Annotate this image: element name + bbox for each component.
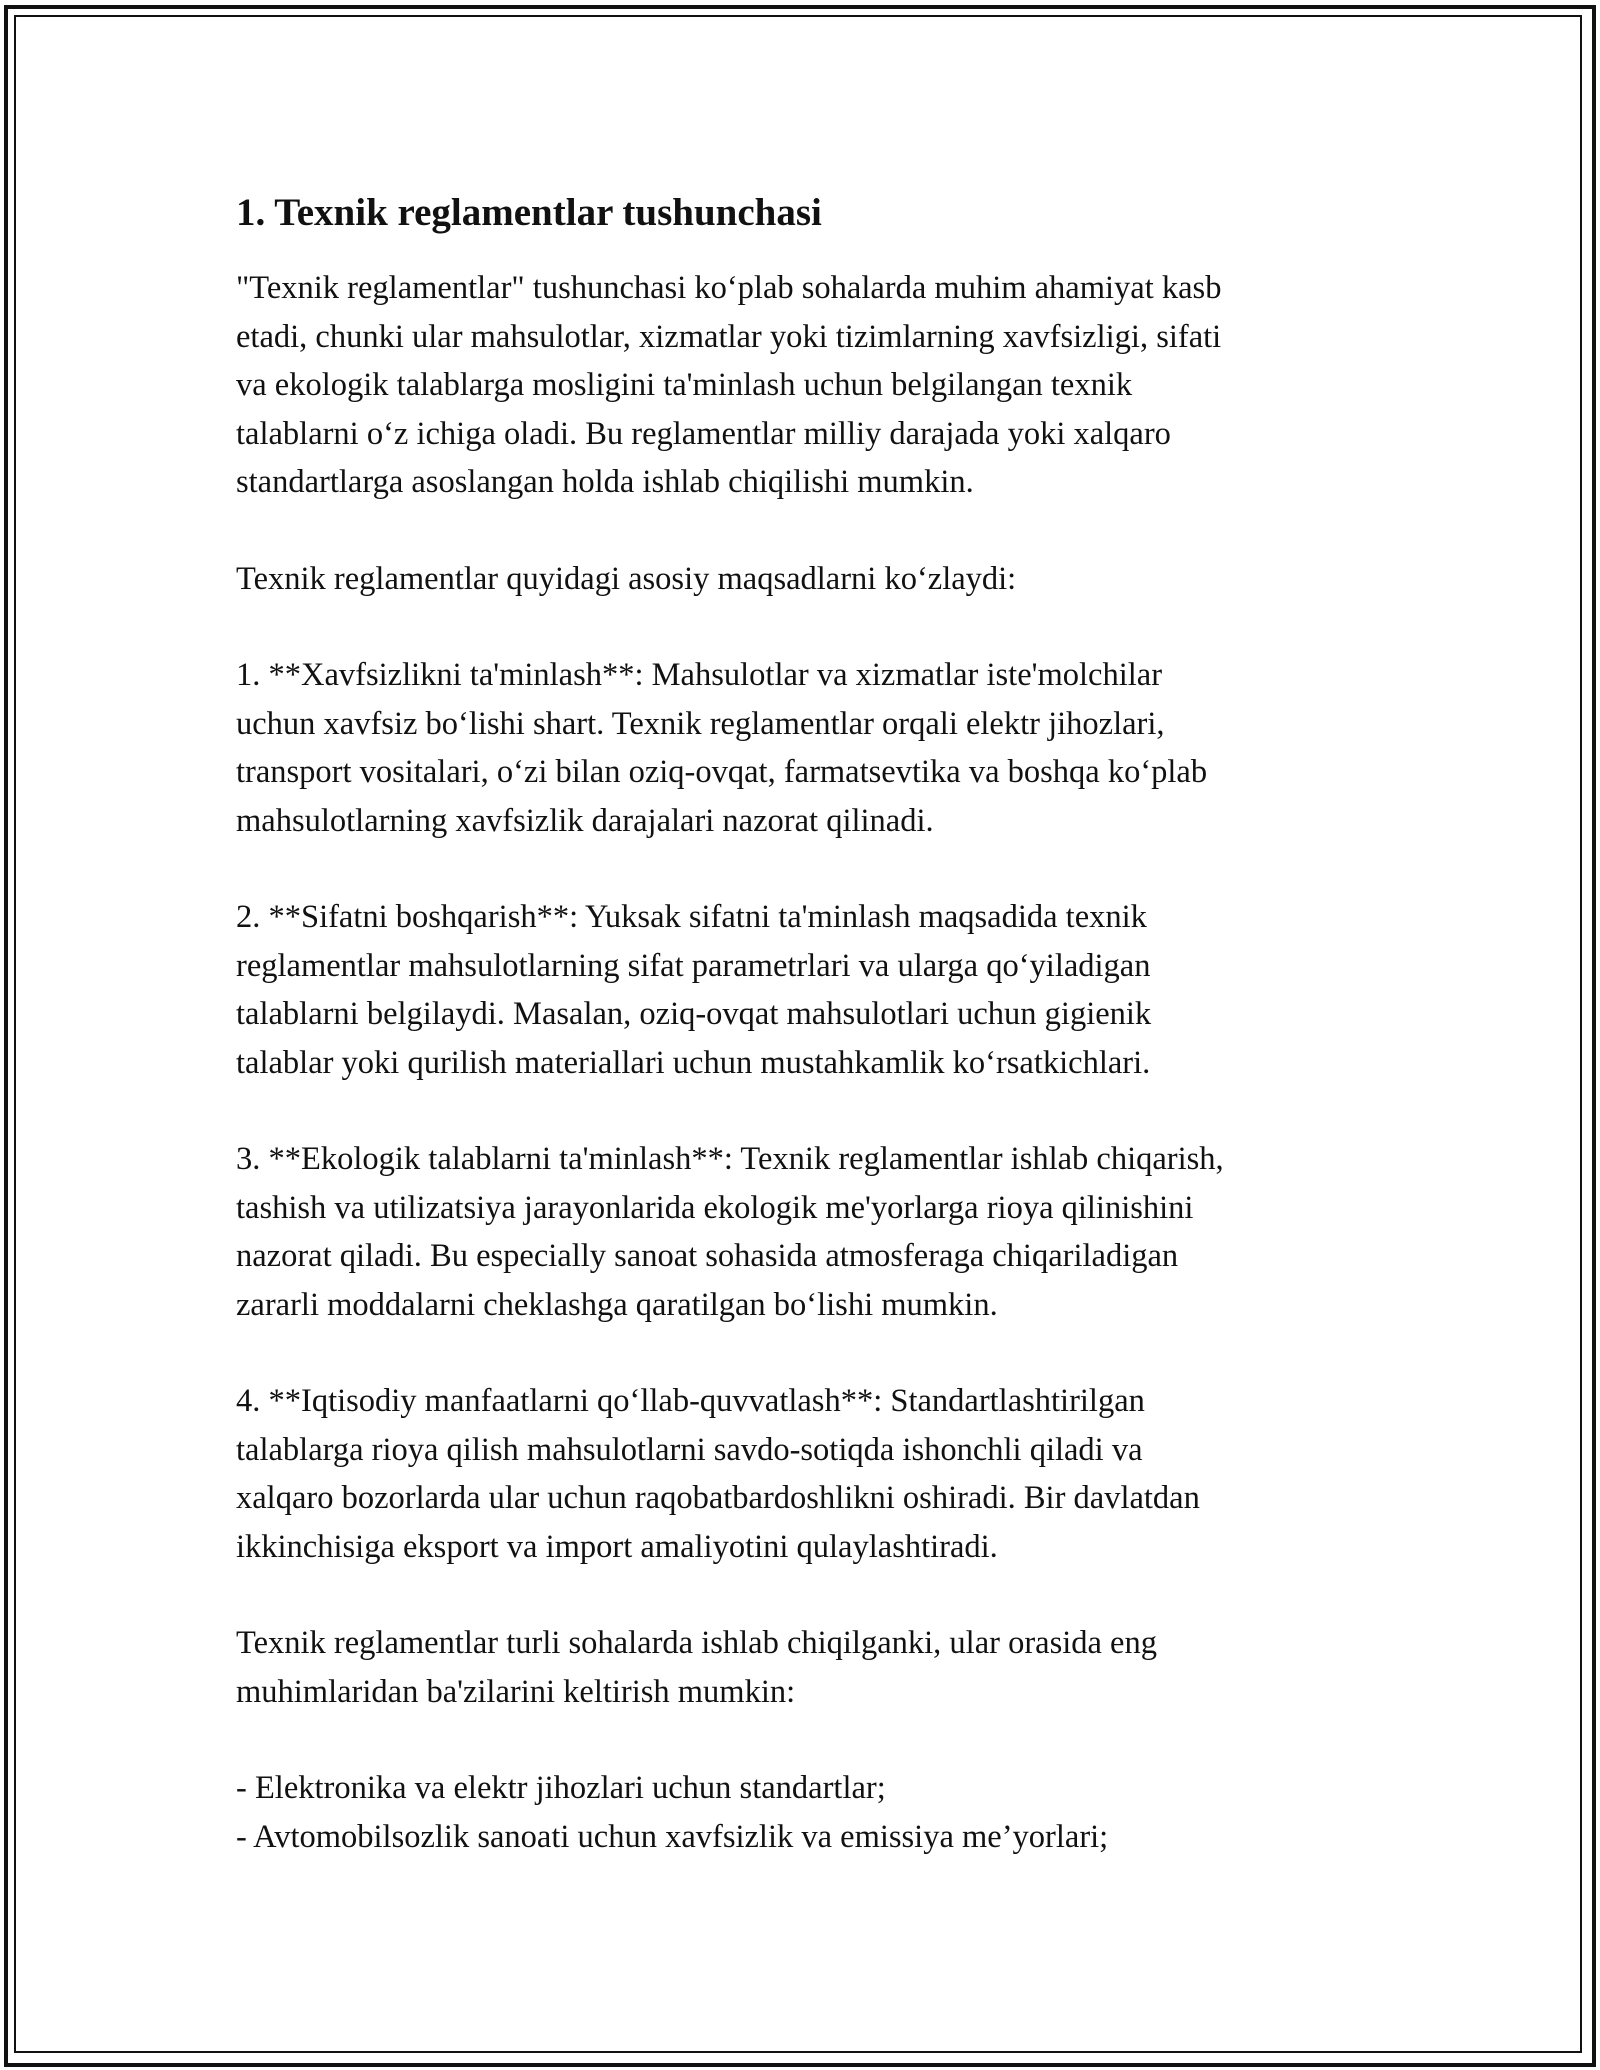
intro-paragraph: "Texnik reglamentlar" tushunchasi koʻplab sohalarda muhim ahamiyat kasb etadi, chunki ular mahsulotlar, xizmatlar yoki tizimlarning xavfsizligi, sifati va ekologik talablarga mosligini ta'minlash uchun belgilangan texnik talablarni oʻz ichiga oladi. Bu reglamentlar milliy darajada yoki xalqaro standartlarga asoslangan holda ishlab chiqilishi mumkin.	[236, 270, 1222, 500]
document-body	[236, 184, 1376, 1861]
goal-1-paragraph: 1. **Xavfsizlikni ta'minlash**: Mahsulotlar va xizmatlar iste'molchilar uchun xavfsiz boʻlishi shart. Texnik reglamentlar orqali elektr jihozlari, transport vositalari, oʻzi bilan oziq-ovqat, farmatsevtika va boshqa koʻplab mahsulotlarning xavfsizlik darajalari nazorat qilinadi.	[236, 657, 1208, 839]
goal-2-paragraph: 2. **Sifatni boshqarish**: Yuksak sifatni ta'minlash maqsadida texnik reglamentlar mahsulotlarning sifat parametrlari va ularga qoʻyiladigan talablarni belgilaydi. Masalan, oziq-ovqat mahsulotlari uchun gigienik talablar yoki qurilish materiallari uchun mustahkamlik koʻrsatkichlari.	[236, 899, 1152, 1081]
goal-4-paragraph: 4. **Iqtisodiy manfaatlarni qoʻllab-quvvatlash**: Standartlashtirilgan talablarga rioya qilish mahsulotlarni savdo-sotiqda ishonchli qiladi va xalqaro bozorlarda ular uchun raqobatbardoshlikni oshiradi. Bir davlatdan ikkinchisiga eksport va import amaliyotini qulaylashtiradi.	[236, 1383, 1200, 1565]
section-heading: 1. Texnik reglamentlar tushunchasi	[236, 191, 822, 234]
fields-intro-paragraph: Texnik reglamentlar turli sohalarda ishlab chiqilganki, ular orasida eng muhimlaridan ba'zilarini keltirish mumkin:	[236, 1625, 1157, 1710]
fields-list: - Elektronika va elektr jihozlari uchun standartlar; - Avtomobilsozlik sanoati uchun xavfsizlik va emissiya me’yorlari;	[236, 1770, 1109, 1855]
goal-3-paragraph: 3. **Ekologik talablarni ta'minlash**: Texnik reglamentlar ishlab chiqarish, tashish va utilizatsiya jarayonlarida ekologik me'yorlarga rioya qilinishini nazorat qiladi. Bu especially sanoat sohasida atmosferaga chiqariladigan zararli moddalarni cheklashga qaratilgan boʻlishi mumkin.	[236, 1141, 1224, 1323]
goals-intro-paragraph: Texnik reglamentlar quyidagi asosiy maqsadlarni koʻzlaydi:	[236, 560, 1017, 597]
